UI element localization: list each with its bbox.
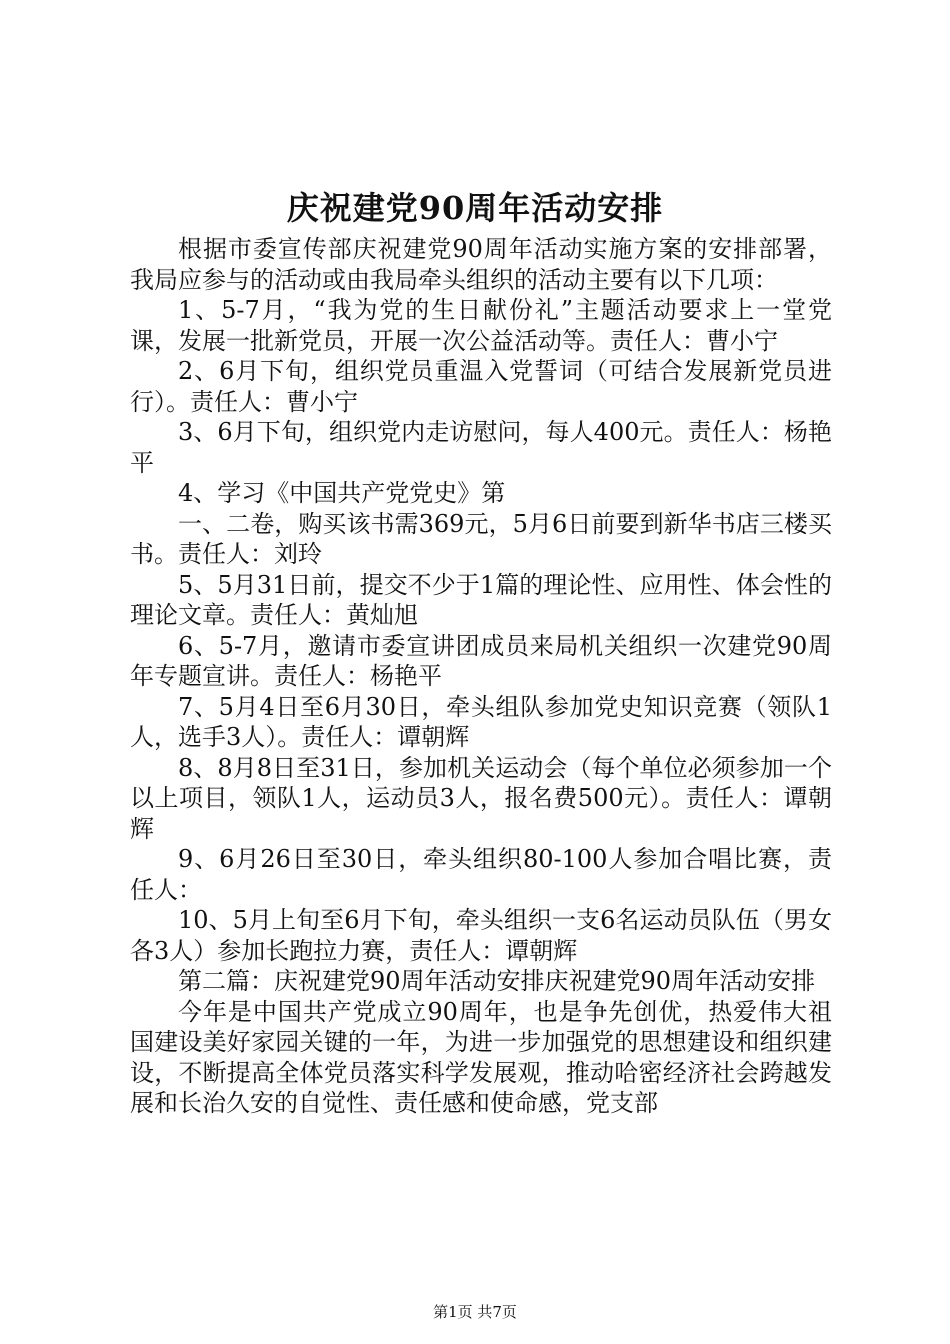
paragraph-item-5: 5、5月31日前，提交不少于1篇的理论性、应用性、体会性的理论文章。责任人：黄灿旭 <box>130 570 832 629</box>
paragraph-section-two-intro: 今年是中国共产党成立90周年，也是争先创优，热爱伟大祖国建设美好家园关键的一年，为进一步加强党的思想建设和组织建设，不断提高全体党员落实科学发展观，推动哈密经济社会跨越发展和长治久安的自觉性、责任感和使命感，党支部 <box>130 997 832 1117</box>
paragraph-item-7: 7、5月4日至6月30日，牵头组队参加党史知识竞赛（领队1人，选手3人）。责任人：谭朝辉 <box>130 692 832 751</box>
paragraph-section-two-heading: 第二篇：庆祝建党90周年活动安排庆祝建党90周年活动安排 <box>178 967 816 995</box>
paragraph-item-10: 10、5月上旬至6月下旬，牵头组织一支6名运动员队伍（男女各3人）参加长跑拉力赛，责任人：谭朝辉 <box>130 906 832 965</box>
document-body <box>130 234 832 1119</box>
paragraph-item-3: 3、6月下旬，组织党内走访慰问，每人400元。责任人：杨艳平 <box>130 418 832 477</box>
paragraph-intro: 根据市委宣传部庆祝建党90周年活动实施方案的安排部署，我局应参与的活动或由我局牵头组织的活动主要有以下几项： <box>130 235 832 294</box>
paragraph-item-1: 1、5-7月，“我为党的生日献份礼”主题活动要求上一堂党课，发展一批新党员，开展一次公益活动等。责任人：曹小宁 <box>130 296 832 355</box>
paragraph-item-6: 6、5-7月，邀请市委宣讲团成员来局机关组织一次建党90周年专题宣讲。责任人：杨艳平 <box>130 631 832 690</box>
paragraph-item-2: 2、6月下旬，组织党员重温入党誓词（可结合发展新党员进行）。责任人：曹小宁 <box>130 357 832 416</box>
document-title: 庆祝建党90周年活动安排 <box>286 189 664 227</box>
paragraph-item-8: 8、8月8日至31日，参加机关运动会（每个单位必须参加一个以上项目，领队1人，运动员3人，报名费500元）。责任人：谭朝辉 <box>130 753 832 843</box>
paragraph-item-9: 9、6月26日至30日，牵头组织80-100人参加合唱比赛，责任人： <box>130 845 832 904</box>
paragraph-item-4: 4、学习《中国共产党党史》第 <box>178 479 506 507</box>
page-footer: 第1页 共7页 <box>433 1303 517 1321</box>
paragraph-item-4-cont: 一、二卷，购买该书需369元，5月6日前要到新华书店三楼买书。责任人：刘玲 <box>130 509 832 568</box>
